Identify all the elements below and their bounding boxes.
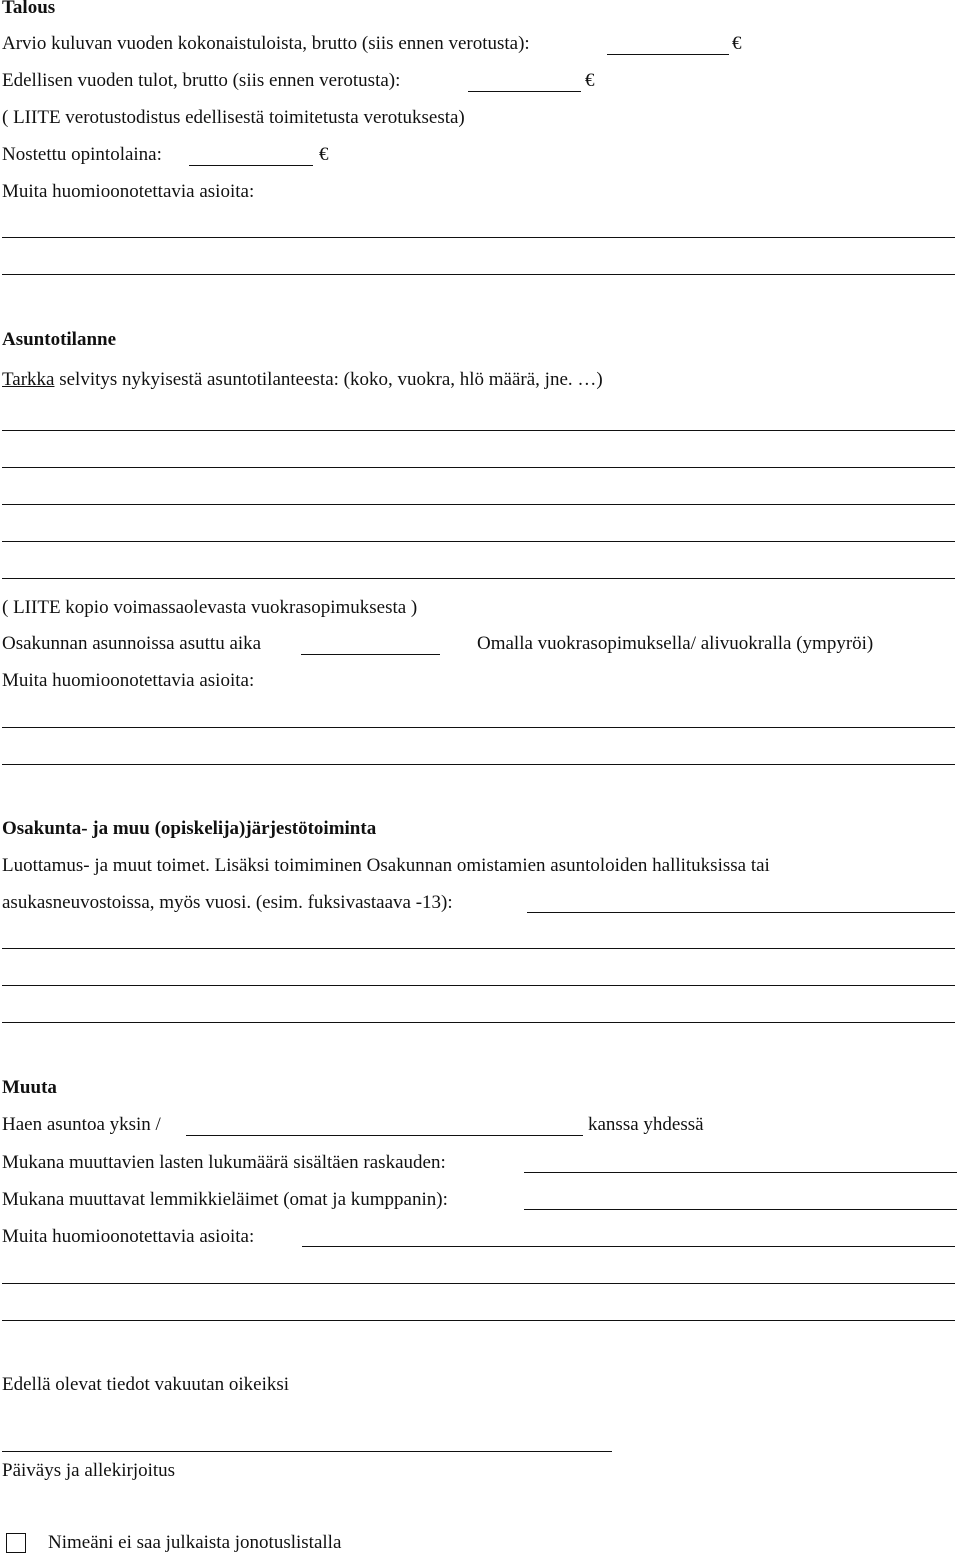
section-heading-talous: Talous (2, 0, 56, 18)
income-estimate-field[interactable] (607, 54, 729, 55)
activities-line-2[interactable] (2, 985, 955, 986)
housing-detail-prefix: Tarkka (2, 369, 55, 390)
housing-detail-text: selvitys nykyisestä asuntotilanteesta: (koko, vuokra, hlö määrä, jne. …) (54, 369, 603, 390)
housing-other-line-2[interactable] (2, 764, 955, 765)
student-loan-field[interactable] (189, 165, 313, 166)
euro-sign: € (319, 144, 329, 165)
section-heading-toiminta: Osakunta- ja muu (opiskelija)järjestötoiminta (2, 818, 377, 839)
pets-field[interactable] (524, 1209, 957, 1210)
student-loan-label: Nostettu opintolaina: (2, 144, 162, 165)
activities-text-line-2: asukasneuvostoissa, myös vuosi. (esim. fuksivastaava -13): (2, 892, 453, 913)
talous-other-line-1[interactable] (2, 237, 955, 238)
activities-text-line-1: Luottamus- ja muut toimet. Lisäksi toimiminen Osakunnan omistamien asuntoloiden hallituksissa tai (2, 855, 770, 876)
signature-line[interactable] (2, 1451, 612, 1452)
income-estimate-label: Arvio kuluvan vuoden kokonaistuloista, brutto (siis ennen verotusta): (2, 33, 530, 54)
housing-detail-label (2, 369, 603, 391)
muuta-other-label: Muita huomioonotettavia asioita: (2, 1226, 255, 1247)
prev-income-label: Edellisen vuoden tulot, brutto (siis ennen verotusta): (2, 70, 401, 91)
lived-time-field[interactable] (301, 654, 440, 655)
housing-other-line-1[interactable] (2, 727, 955, 728)
talous-other-line-2[interactable] (2, 274, 955, 275)
pets-label: Mukana muuttavat lemmikkieläimet (omat ja kumppanin): (2, 1189, 448, 1210)
no-publish-label: Nimeäni ei saa julkaista jonotuslistalla (48, 1532, 342, 1553)
lease-type-option[interactable]: Omalla vuokrasopimuksella/ alivuokralla (ympyröi) (477, 633, 874, 654)
apartment-alone-label: Haen asuntoa yksin / (2, 1114, 161, 1135)
roommate-field[interactable] (186, 1135, 583, 1136)
housing-line-2[interactable] (2, 467, 955, 468)
muuta-other-line-1[interactable] (2, 1283, 955, 1284)
lease-attachment-note: ( LIITE kopio voimassaolevasta vuokrasopimuksesta ) (2, 597, 418, 618)
activities-field[interactable] (527, 912, 955, 913)
housing-line-4[interactable] (2, 541, 955, 542)
muuta-other-field[interactable] (302, 1246, 955, 1247)
section-heading-asuntotilanne: Asuntotilanne (2, 329, 117, 350)
signature-label: Päiväys ja allekirjoitus (2, 1460, 176, 1481)
euro-sign: € (585, 70, 595, 91)
confirmation-text: Edellä olevat tiedot vakuutan oikeiksi (2, 1374, 290, 1395)
activities-line-3[interactable] (2, 1022, 955, 1023)
muuta-other-line-2[interactable] (2, 1320, 955, 1321)
tax-attachment-note: ( LIITE verotustodistus edellisestä toimitetusta verotuksesta) (2, 107, 465, 128)
housing-line-3[interactable] (2, 504, 955, 505)
lived-time-label: Osakunnan asunnoissa asuttu aika (2, 633, 262, 654)
children-field[interactable] (524, 1172, 957, 1173)
euro-sign: € (732, 33, 742, 54)
talous-other-label: Muita huomioonotettavia asioita: (2, 181, 255, 202)
no-publish-checkbox[interactable] (6, 1533, 26, 1553)
children-label: Mukana muuttavien lasten lukumäärä sisältäen raskauden: (2, 1152, 446, 1173)
section-heading-muuta: Muuta (2, 1077, 57, 1098)
apartment-together-label: kanssa yhdessä (588, 1114, 704, 1135)
housing-line-5[interactable] (2, 578, 955, 579)
prev-income-field[interactable] (468, 91, 581, 92)
housing-other-label: Muita huomioonotettavia asioita: (2, 670, 255, 691)
activities-line-1[interactable] (2, 948, 955, 949)
housing-line-1[interactable] (2, 430, 955, 431)
